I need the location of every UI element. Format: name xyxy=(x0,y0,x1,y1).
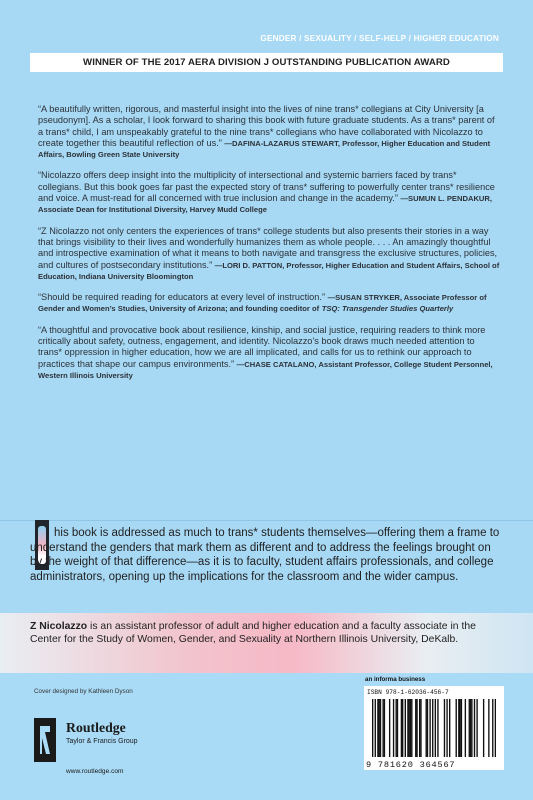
informa-tagline: an informa business xyxy=(365,676,426,683)
barcode-bar xyxy=(379,699,380,757)
endorsement-quote xyxy=(38,292,500,315)
blurb-text: his book is addressed as much to trans* students themselves—offering them a frame to understand the genders that mark them as different and to address the feelings brought on by the weight of that difference—as it is to faculty, student affairs professionals, and college administrators, opening up the implications for the classroom and the wider campus. xyxy=(30,527,500,583)
barcode-bar xyxy=(393,699,394,757)
barcode-bar xyxy=(382,699,383,757)
cover-credit: Cover designed by Kathleen Dyson xyxy=(34,688,133,695)
barcode-bar xyxy=(395,699,396,757)
barcode-bar xyxy=(426,699,427,757)
barcode-bar xyxy=(461,699,462,757)
author-bio xyxy=(30,620,505,647)
barcode-bar xyxy=(389,699,390,757)
author-bio-text: is an assistant professor of adult and higher education and a faculty associate in the Center for the Study of Women, Gender, and Sexuality at Northern Illinois University, DeKalb. xyxy=(30,621,476,646)
barcode-bar xyxy=(444,699,445,757)
quote-text: “Z Nicolazzo not only centers the experiences of trans* college students but also presents their stories in a way that brings visibility to their lives and wonderfully humanizes them as whole people. . . . An amazingly thoughtful and introspective examination of what it means to both navigate and transgress the exclusive structures, policies, and cultures of postsecondary institutions.” xyxy=(38,225,498,270)
barcode-bar xyxy=(407,699,408,757)
barcode-bar xyxy=(474,699,475,757)
barcode-bar xyxy=(471,699,472,757)
barcode-bar xyxy=(409,699,410,757)
book-blurb xyxy=(30,526,500,584)
quote-attribution: —SUMUN L. PENDAKUR, Associate Dean for Institutional Diversity, Harvey Mudd College xyxy=(38,194,493,215)
quote-attribution: —LORI D. PATTON, Professor, Higher Education and Student Affairs, School of Education, Indiana University Bloomington xyxy=(38,260,500,281)
endorsement-quote xyxy=(38,170,500,215)
barcode-bar xyxy=(429,699,430,757)
barcode-bar xyxy=(427,699,428,757)
barcode-bar xyxy=(377,699,378,757)
quote-text: “Nicolazzo offers deep insight into the multiplicity of intersectional and systemic barriers faced by trans* collegians. But this book goes far past the expected story of trans* suffering to powerfully center trans* resilience and voice. A must-read for all concerned with true inclusion and change in the academy.” xyxy=(38,170,495,204)
barcode-bar xyxy=(492,699,493,757)
barcode-bar xyxy=(456,699,457,757)
barcode-bar xyxy=(470,699,471,757)
barcode-bar xyxy=(432,699,433,757)
barcode-bar xyxy=(402,699,403,757)
barcode-bar xyxy=(495,699,496,757)
barcode-bar xyxy=(488,699,489,757)
barcode-bar xyxy=(372,699,373,757)
barcode-bar xyxy=(411,699,412,757)
quote-attribution: —DAFINA-LAZARUS STEWART, Professor, Higher Education and Student Affairs, Bowling Green State University xyxy=(38,138,491,160)
barcode-bar xyxy=(375,699,376,757)
barcode-bar xyxy=(415,699,416,757)
quote-text: “Should be required reading for educators at every level of instruction.” xyxy=(38,292,326,303)
category-label: GENDER / SEXUALITY / SELF-HELP / HIGHER EDUCATION xyxy=(260,34,499,43)
barcode-bar xyxy=(437,699,438,757)
barcode-bar xyxy=(384,699,385,757)
barcode-bar xyxy=(465,699,466,757)
quote-attribution: —CHASE CATALANO, Assistant Professor, College Student Personnel, Western Illinois University xyxy=(38,359,493,380)
publisher-name: Routledge xyxy=(66,720,126,735)
endorsement-quote xyxy=(38,226,500,282)
endorsement-quote xyxy=(38,104,500,160)
barcode-bar xyxy=(476,699,477,757)
award-banner: WINNER OF THE 2017 AERA DIVISION J OUTSTANDING PUBLICATION AWARD xyxy=(30,53,503,72)
barcode-bar xyxy=(380,699,381,757)
barcode xyxy=(372,699,496,757)
barcode-bar xyxy=(397,699,398,757)
quote-attribution-journal: TSQ: Transgender Studies Quarterly xyxy=(321,304,454,314)
publisher-group: Taylor & Francis Group xyxy=(66,738,138,745)
barcode-bar xyxy=(416,699,417,757)
quote-attribution: —SUSAN STRYKER, Associate Professor of Gender and Women’s Studies, University of Arizona; and founding coeditor of xyxy=(38,293,487,314)
barcode-bar xyxy=(410,699,411,757)
barcode-bar xyxy=(405,699,406,757)
author-name: Z Nicolazzo xyxy=(30,621,88,632)
barcode-bar xyxy=(446,699,447,757)
routledge-logo-icon xyxy=(34,718,56,762)
quote-text: “A beautifully written, rigorous, and masterful insight into the lives of nine trans* collegians at City University [a pseudonym]. As a scholar, I look forward to sharing this book with future graduate students. As a trans* parent of a trans* child, I am unspeakably grateful to the nine trans* collegians who have collaborated with Nicolazzo to create together this beautiful reflection of us.” xyxy=(38,104,495,148)
barcode-bar xyxy=(419,699,420,757)
publisher-website: www.routledge.com xyxy=(66,768,124,775)
barcode-bar xyxy=(458,699,459,757)
barcode-bar xyxy=(483,699,484,757)
barcode-bar xyxy=(401,699,402,757)
barcode-bar xyxy=(469,699,470,757)
barcode-bar xyxy=(459,699,460,757)
endorsement-quote xyxy=(38,325,500,381)
barcode-bar xyxy=(420,699,421,757)
quote-text: “A thoughtful and provocative book about resilience, kinship, and social justice, requiring readers to think more critically about safety, outness, engagement, and identity. Nicolazzo’s book draws much needed attention to trans* oppression in higher education, how we are all implicated, and calls for us to rethink our approach to practices that shape our campus environments.” xyxy=(38,324,486,369)
barcode-bar xyxy=(449,699,450,757)
barcode-number: 9 781620 364567 xyxy=(366,760,456,770)
endorsements xyxy=(38,104,500,391)
barcode-bar xyxy=(435,699,436,757)
isbn-label: ISBN 978-1-62036-456-7 xyxy=(367,689,449,696)
